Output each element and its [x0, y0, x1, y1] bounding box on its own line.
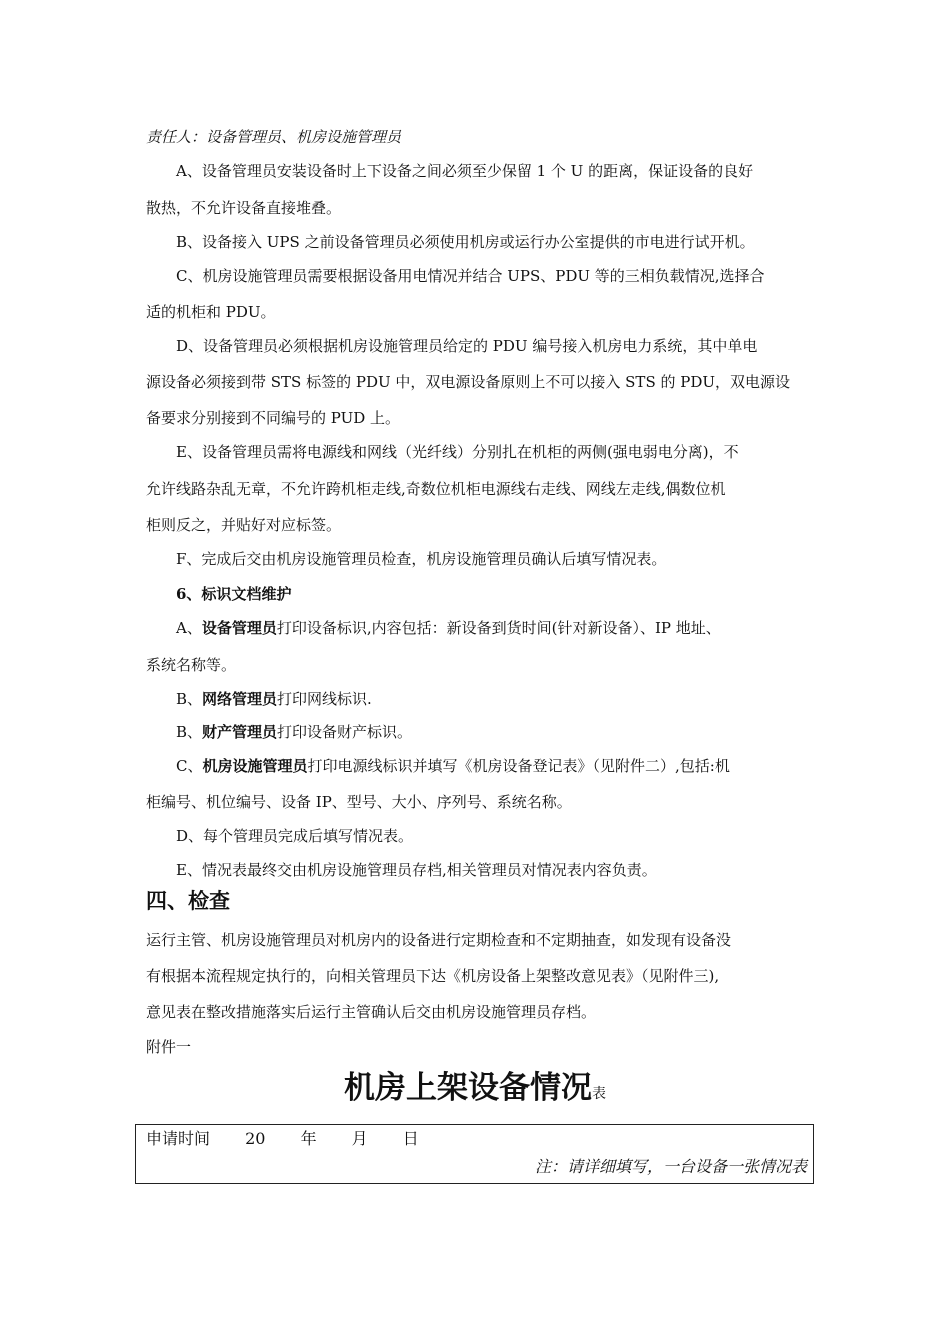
apply-time-label: 申请时间 [146, 1129, 211, 1148]
apply-time-row [146, 1129, 419, 1149]
install-item-f-line1: F、完成后交由机房设施管理员检查，机房设施管理员确认后填写情况表。 [176, 550, 667, 568]
section6-item-d-line1: D、每个管理员完成后填写情况表。 [176, 827, 414, 845]
install-item-c-line1: C、机房设施管理员需要根据设备用电情况并结合 UPS、PDU 等的三相负载情况,选择合 [176, 267, 765, 285]
form-title [0, 1062, 950, 1107]
section4-paragraph-line2: 有根据本流程规定执行的，向相关管理员下达《机房设备上架整改意见表》（见附件三), [146, 967, 720, 985]
role-asset-manager: 财产管理员 [202, 723, 278, 741]
month-label: 月 [351, 1129, 368, 1148]
item-text: 打印网线标识. [277, 690, 372, 708]
install-item-e-line1: E、设备管理员需将电源线和网线（光纤线）分别扎在机柜的两侧(强电弱电分离)，不 [176, 443, 739, 461]
install-item-e-line2: 允许线路杂乱无章，不允许跨机柜走线,奇数位机柜电源线右走线、网线左走线,偶数位机 [146, 480, 726, 498]
responsible-line: 责任人：设备管理员、机房设施管理员 [146, 128, 402, 146]
role-network-manager: 网络管理员 [202, 690, 278, 708]
day-label: 日 [402, 1129, 419, 1148]
section4-paragraph-line3: 意见表在整改措施落实后运行主管确认后交由机房设施管理员存档。 [146, 1003, 597, 1021]
install-item-a-line2: 散热，不允许设备直接堆叠。 [146, 199, 342, 217]
install-item-c-line2: 适的机柜和 PDU。 [146, 303, 276, 321]
year-label: 年 [300, 1129, 317, 1148]
role-facility-manager: 机房设施管理员 [202, 757, 308, 775]
section4-paragraph-line1: 运行主管、机房设施管理员对机房内的设备进行定期检查和不定期抽查，如发现有设备没 [146, 931, 732, 949]
section6-item-b2-line1 [176, 722, 816, 742]
item-prefix: B、 [176, 690, 203, 708]
install-item-e-line3: 柜则反之，并贴好对应标签。 [146, 516, 342, 534]
section6-item-c-line2: 柜编号、机位编号、设备 IP、型号、大小、序列号、系统名称。 [146, 793, 572, 811]
section6-item-c-line1 [176, 756, 816, 776]
form-title-main: 机房上架设备情况 [344, 1070, 592, 1106]
form-title-suffix: 表 [592, 1086, 606, 1102]
item-prefix: A、 [176, 619, 202, 637]
install-item-d-line3: 备要求分别接到不同编号的 PUD 上。 [146, 409, 401, 427]
year-prefix: 20 [245, 1129, 266, 1148]
install-item-d-line1: D、设备管理员必须根据机房设施管理员给定的 PDU 编号接入机房电力系统，其中单电 [176, 337, 758, 355]
section6-item-b1-line1 [176, 689, 816, 709]
application-form-box [135, 1124, 814, 1184]
item-prefix: B、 [176, 723, 203, 741]
role-equipment-manager: 设备管理员 [201, 619, 277, 637]
item-prefix: C、 [176, 757, 203, 775]
form-note: 注：请详细填写，一台设备一张情况表 [534, 1157, 807, 1176]
install-item-b-line1: B、设备接入 UPS 之前设备管理员必须使用机房或运行办公室提供的市电进行试开机。 [176, 233, 755, 251]
install-item-d-line2: 源设备必须接到带 STS 标签的 PDU 中，双电源设备原则上不可以接入 STS 的 PDU，双电源设 [146, 373, 791, 391]
attachment-label: 附件一 [146, 1038, 192, 1056]
section6-item-a-line2: 系统名称等。 [146, 656, 237, 674]
item-text: 打印设备财产标识。 [277, 723, 413, 741]
section6-item-e-line1: E、情况表最终交由机房设施管理员存档,相关管理员对情况表内容负责。 [176, 861, 657, 879]
item-text: 打印电源线标识并填写《机房设备登记表》（见附件二）,包括:机 [307, 757, 730, 775]
section6-heading: 6、标识文档维护 [176, 585, 292, 603]
section6-item-a-line1 [176, 618, 816, 638]
install-item-a-line1: A、设备管理员安装设备时上下设备之间必须至少保留 1 个 U 的距离，保证设备的良好 [176, 162, 754, 180]
item-text: 打印设备标识,内容包括：新设备到货时间(针对新设备）、IP 地址、 [276, 619, 721, 637]
section4-heading: 四、检查 [146, 889, 230, 913]
